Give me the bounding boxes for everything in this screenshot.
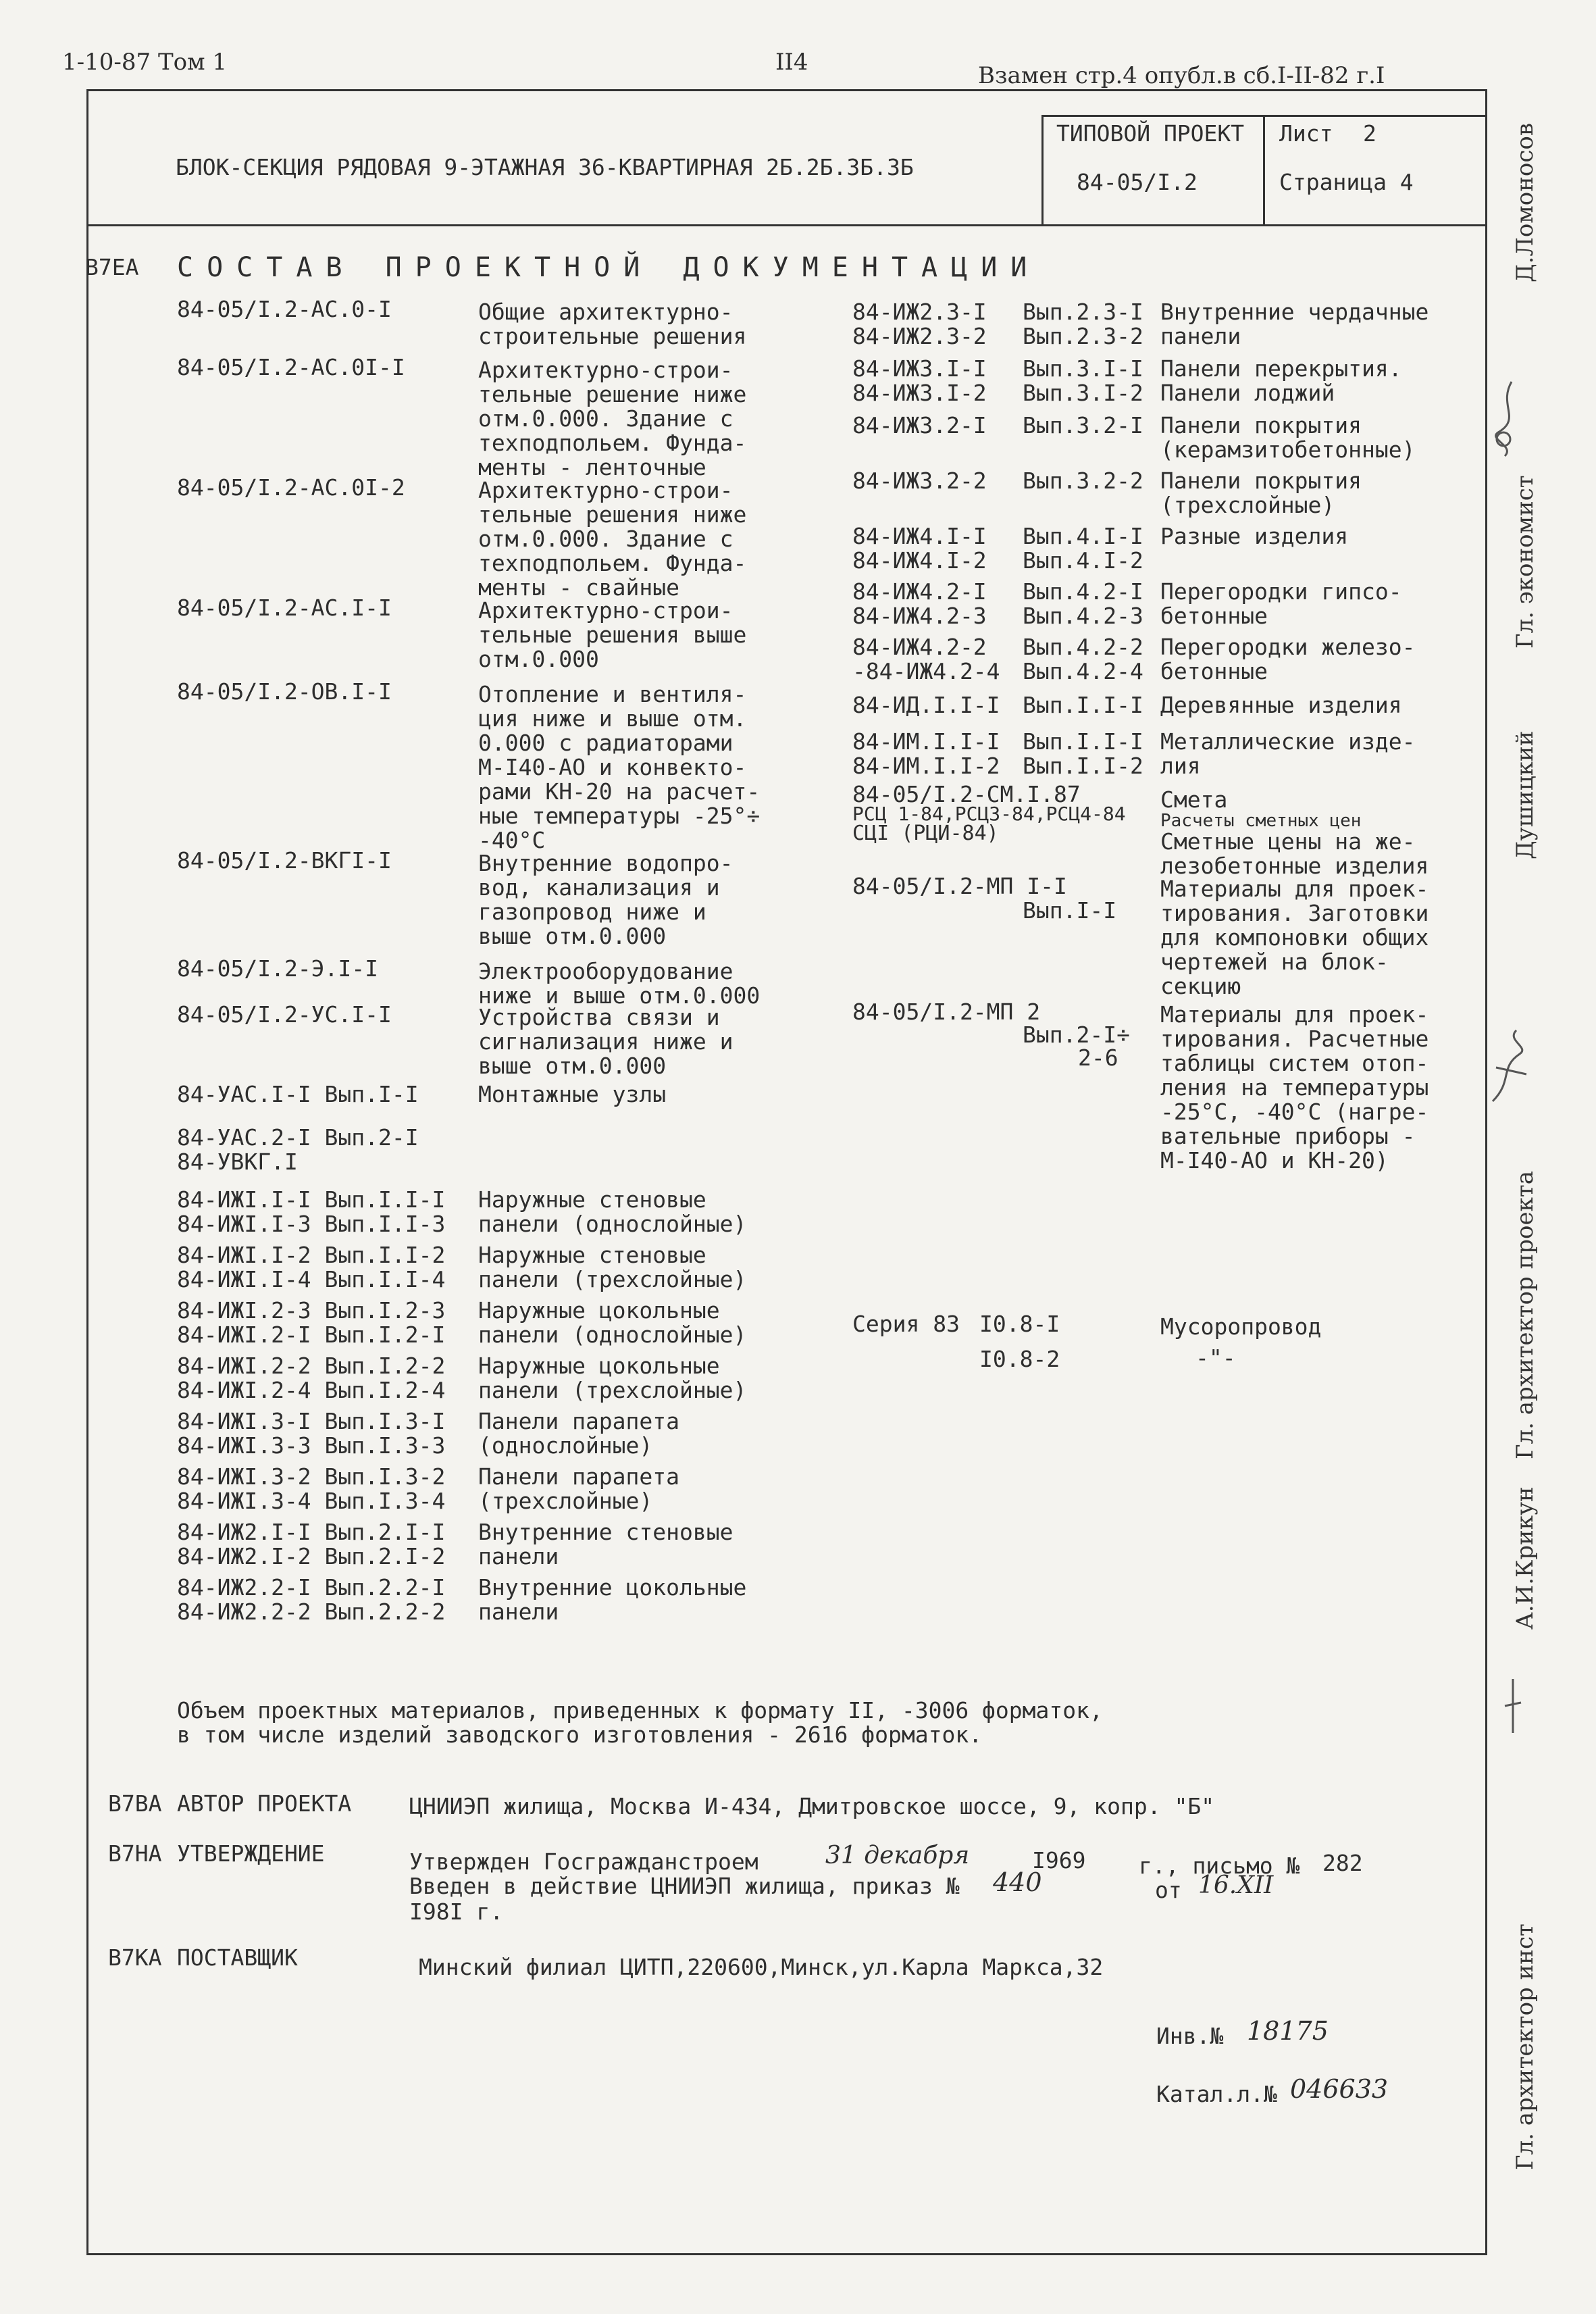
doc-description-line: техподпольем. Фунда- xyxy=(478,550,747,576)
issue-description-line: (однослойные) xyxy=(478,1432,653,1459)
product-description xyxy=(1160,580,1402,628)
doc-code: 84-05/I.2-Э.I-I xyxy=(177,955,379,982)
product-description-line: панели xyxy=(1160,323,1241,349)
issue-code-line: 84-УВКГ.I xyxy=(177,1149,298,1175)
doc-description-line: Архитектурно-строи- xyxy=(478,357,733,383)
mp2-desc xyxy=(1160,1003,1428,1173)
product-issue-line: Вып.3.2-I xyxy=(1023,412,1143,438)
doc-description-line: М-I40-АО и конвекто- xyxy=(478,754,747,780)
issue-description xyxy=(478,1465,679,1513)
product-description-line: бетонные xyxy=(1160,658,1268,684)
doc-description-line: менты - свайные xyxy=(478,574,680,601)
volume-note-1: Объем проектных материалов, приведенных к формату II, -3006 форматок, xyxy=(177,1697,1103,1724)
product-description xyxy=(1160,357,1402,405)
economist-signature xyxy=(1485,378,1525,459)
doc-description-line: тельные решение ниже xyxy=(478,381,747,407)
product-issues xyxy=(1023,300,1143,349)
product-code-line: 84-ИЖ3.I-I xyxy=(852,355,987,382)
approval-line-2b: от xyxy=(1155,1877,1182,1903)
product-code-line: -84-ИЖ4.2-4 xyxy=(852,658,1000,684)
doc-description-line: ниже и выше отм.0.000 xyxy=(478,982,761,1009)
doc-description xyxy=(478,358,746,480)
doc-code: 84-05/I.2-ВКГI-I xyxy=(177,847,392,874)
doc-description xyxy=(478,851,733,949)
issue-codes xyxy=(177,1520,445,1569)
smeta-ref-1: РСЦ 1-84,РСЦ3-84,РСЦ4-84 xyxy=(852,803,1126,825)
catalog-number: 046633 xyxy=(1290,2074,1389,2104)
issue-description-line: Внутренние стеновые xyxy=(478,1519,733,1545)
doc-code: 84-05/I.2-УС.I-I xyxy=(177,1001,392,1028)
header-divider-2 xyxy=(1263,115,1265,226)
approval-line-1b: г., письмо № xyxy=(1139,1853,1300,1879)
approval-code: В7НА xyxy=(108,1840,162,1867)
mp2-desc-4: ления на температуры xyxy=(1160,1074,1429,1101)
product-description-line: Металлические изде- xyxy=(1160,728,1416,755)
issue-code-line: 84-ИЖI.3-2 Вып.I.3-2 xyxy=(177,1463,446,1490)
smeta-desc-1: Смета xyxy=(1160,786,1228,813)
doc-description-line: Внутренние водопро- xyxy=(478,850,733,876)
replacement-note: Взамен стр.4 опубл.в сб.I-II-82 г.I xyxy=(978,62,1385,89)
issue-description-line: Панели парапета xyxy=(478,1463,680,1490)
doc-description xyxy=(478,1005,733,1078)
doc-description-line: выше отм.0.000 xyxy=(478,1053,667,1079)
architect-signature xyxy=(1486,1027,1533,1108)
issue-codes xyxy=(177,1299,445,1347)
product-issues xyxy=(1023,635,1143,684)
smeta-desc xyxy=(1160,788,1428,878)
product-description xyxy=(1160,469,1362,518)
issue-code-line: 84-ИЖI.2-3 Вып.I.2-3 xyxy=(177,1297,446,1324)
issue-description-line: панели (однослойные) xyxy=(478,1211,747,1237)
issue-description-line: панели (трехслойные) xyxy=(478,1377,747,1403)
header-divider-1 xyxy=(1041,115,1044,226)
issue-codes xyxy=(177,1126,419,1174)
volume-note xyxy=(177,1699,1103,1747)
catalog-label: Катал.л.№ xyxy=(1156,2081,1277,2107)
doc-description-line: Архитектурно-строи- xyxy=(478,477,733,503)
product-code-line: 84-ИЖ4.2-I xyxy=(852,578,987,605)
product-description-line: (керамзитобетонные) xyxy=(1160,436,1416,463)
product-issue-line: Вып.4.2-3 xyxy=(1023,603,1143,629)
mp2-desc-2: тирования. Расчетные xyxy=(1160,1026,1429,1052)
product-description-line: Перегородки железо- xyxy=(1160,634,1416,660)
issue-code-line: 84-ИЖI.I-4 Вып.I.I-4 xyxy=(177,1266,446,1292)
issue-code-line: 84-ИЖI.2-4 Вып.I.2-4 xyxy=(177,1377,446,1403)
doc-description-line: -40°С xyxy=(478,827,546,853)
issue-description-line: Наружные цокольные xyxy=(478,1297,720,1324)
issue-description-line: панели (трехслойные) xyxy=(478,1266,747,1292)
smeta-desc-3: Сметные цены на же- xyxy=(1160,828,1416,855)
doc-description-line: отм.0.000 xyxy=(478,646,599,672)
product-description-line: Панели перекрытия. xyxy=(1160,355,1402,382)
doc-description-line: Архитектурно-строи- xyxy=(478,597,733,624)
doc-description-line: Электрооборудование xyxy=(478,958,733,984)
product-codes xyxy=(852,635,1000,684)
issue-description-line: панели xyxy=(478,1543,559,1569)
product-codes xyxy=(852,469,987,493)
product-description-line: бетонные xyxy=(1160,603,1268,629)
doc-description-line: Устройства связи и xyxy=(478,1004,720,1030)
product-issue-line: Вып.4.2-4 xyxy=(1023,658,1143,684)
issue-description xyxy=(478,1520,733,1569)
issue-code-line: 84-ИЖI.I-2 Вып.I.I-2 xyxy=(177,1242,446,1268)
product-issues xyxy=(1023,524,1143,573)
issue-description-line: панели xyxy=(478,1599,559,1625)
approval-date: 31 декабря xyxy=(825,1842,970,1869)
mp2-code: 84-05/I.2-МП 2 xyxy=(852,999,1041,1025)
document-title: БЛОК-СЕКЦИЯ РЯДОВАЯ 9-ЭТАЖНАЯ 36-КВАРТИРНАЯ 2Б.2Б.3Б.3Б xyxy=(176,154,914,180)
product-codes xyxy=(852,357,987,405)
product-issue-line: Вып.4.2-2 xyxy=(1023,634,1143,660)
product-issue-line: Вып.4.I-I xyxy=(1023,523,1143,549)
mp2-issue-1: Вып.2-I÷ xyxy=(1023,1022,1130,1048)
issue-codes xyxy=(177,1576,445,1624)
doc-description-line: строительные решения xyxy=(478,323,747,349)
issue-code-line: 84-ИЖI.3-4 Вып.I.3-4 xyxy=(177,1488,446,1514)
product-description-line: Деревянные изделия xyxy=(1160,692,1402,718)
product-issues xyxy=(1023,730,1143,778)
approval-line-1a: Утвержден Госгражданстроем xyxy=(409,1848,758,1875)
doc-description xyxy=(478,478,746,600)
issue-code-line: 84-ИЖ2.2-2 Вып.2.2-2 xyxy=(177,1599,446,1625)
issue-code-line: 84-ИЖ2.2-I Вып.2.2-I xyxy=(177,1574,446,1601)
issue-code-line: 84-ИЖ2.I-2 Вып.2.I-2 xyxy=(177,1543,446,1569)
product-description-line: Внутренние чердачные xyxy=(1160,299,1429,325)
product-description xyxy=(1160,300,1428,349)
author-code: В7ВА xyxy=(108,1790,162,1817)
approval-order-date: 16.XII xyxy=(1198,1871,1274,1899)
product-codes xyxy=(852,524,987,573)
series-code-2: I0.8-2 xyxy=(979,1346,1060,1372)
issue-description-line: (трехслойные) xyxy=(478,1488,653,1514)
product-description-line: Перегородки гипсо- xyxy=(1160,578,1402,605)
mp1-desc-4: чертежей на блок- xyxy=(1160,949,1389,975)
product-issues xyxy=(1023,413,1143,438)
product-issue-line: Вып.3.I-I xyxy=(1023,355,1143,382)
issue-codes xyxy=(177,1354,445,1403)
product-issue-line: Вып.I.I-2 xyxy=(1023,753,1143,779)
doc-description-line: тельные решения выше xyxy=(478,622,747,648)
product-issue-line: Вып.2.3-2 xyxy=(1023,323,1143,349)
volume-ref: 1-10-87 Том 1 xyxy=(62,49,227,76)
page-label: Страница 4 xyxy=(1279,169,1414,195)
volume-note-2: в том числе изделий заводского изготовления - 2616 форматок. xyxy=(177,1721,983,1748)
approval-year: I969 xyxy=(1032,1847,1086,1873)
mp2-desc-7: М-I40-АО и КН-20) xyxy=(1160,1147,1389,1174)
product-description xyxy=(1160,693,1402,718)
issue-codes xyxy=(177,1188,445,1236)
mp2-desc-5: -25°С, -40°С (нагре- xyxy=(1160,1099,1429,1125)
project-number: 84-05/I.2 xyxy=(1077,169,1198,195)
doc-description xyxy=(478,959,760,1008)
product-issue-line: Вып.3.I-2 xyxy=(1023,380,1143,406)
product-code-line: 84-ИМ.I.I-2 xyxy=(852,753,1000,779)
product-description-line: лия xyxy=(1160,753,1201,779)
smeta-code: 84-05/I.2-СМ.I.87 xyxy=(852,781,1081,807)
product-codes xyxy=(852,730,1000,778)
product-code-line: 84-ИМ.I.I-I xyxy=(852,728,1000,755)
supplier-text: Минский филиал ЦИТП,220600,Минск,ул.Карла Маркса,32 xyxy=(419,1954,1104,1980)
product-description-line: Панели лоджий xyxy=(1160,380,1335,406)
issue-code-line: 84-ИЖI.I-I Вып.I.I-I xyxy=(177,1186,446,1213)
margin-krikun: А.И.Крикун xyxy=(1512,1486,1539,1630)
product-issues xyxy=(1023,580,1143,628)
mp1-issue: Вып.I-I xyxy=(1023,897,1117,924)
series-desc-2: -"- xyxy=(1195,1344,1236,1371)
krikun-signature xyxy=(1499,1676,1526,1736)
sheet-number: 2 xyxy=(1363,120,1376,147)
header-bottom-rule xyxy=(86,224,1485,226)
issue-description-line: Наружные стеновые xyxy=(478,1186,706,1213)
margin-architect-inst: Гл. архитектор инст xyxy=(1512,1923,1539,2170)
product-description xyxy=(1160,730,1416,778)
product-issue-line: Вып.I.I-I xyxy=(1023,728,1143,755)
author-text: ЦНИИЭП жилища, Москва И-434, Дмитровское шоссе, 9, копр. "Б" xyxy=(409,1793,1215,1819)
issue-codes xyxy=(177,1082,419,1107)
product-issues xyxy=(1023,469,1143,493)
mp1-desc-2: тирования. Заготовки xyxy=(1160,900,1429,926)
issue-description xyxy=(478,1243,746,1292)
mp1-desc-3: для компоновки общих xyxy=(1160,924,1429,951)
issue-code-line: 84-ИЖI.I-3 Вып.I.I-3 xyxy=(177,1211,446,1237)
inventory-number: 18175 xyxy=(1247,2016,1329,2046)
issue-code-line: 84-УАС.2-I Вып.2-I xyxy=(177,1124,419,1151)
mp1-code: 84-05/I.2-МП I-I xyxy=(852,873,1067,899)
header-top-rule xyxy=(1041,115,1485,117)
smeta-ref-2: СЦI (РЦИ-84) xyxy=(852,822,999,845)
product-code-line: 84-ИЖ2.3-2 xyxy=(852,323,987,349)
issue-code-line: 84-УАС.I-I Вып.I-I xyxy=(177,1081,419,1107)
product-code-line: 84-ИЖ3.2-2 xyxy=(852,468,987,494)
product-issue-line: Вып.3.2-2 xyxy=(1023,468,1143,494)
issue-description-line: панели (однослойные) xyxy=(478,1322,747,1348)
issue-description xyxy=(478,1299,746,1347)
approval-line-2a: Введен в действие ЦНИИЭП жилища, приказ № xyxy=(409,1873,960,1899)
product-issues xyxy=(1023,693,1143,718)
product-codes xyxy=(852,693,1000,718)
doc-description-line: Общие архитектурно- xyxy=(478,299,733,325)
product-description-line: Панели покрытия xyxy=(1160,412,1362,438)
doc-description-line: сигнализация ниже и xyxy=(478,1028,733,1055)
margin-architect: Гл. архитектор проекта xyxy=(1512,1171,1539,1459)
section-title: СОСТАВ ПРОЕКТНОЙ ДОКУМЕНТАЦИИ xyxy=(177,252,1041,283)
product-code-line: 84-ИЖ4.2-2 xyxy=(852,634,987,660)
product-issue-line: Вып.4.2-I xyxy=(1023,578,1143,605)
doc-description xyxy=(478,682,760,853)
doc-description-line: отм.0.000. Здание с xyxy=(478,526,733,552)
doc-description-line: рами КН-20 на расчет- xyxy=(478,778,761,805)
product-issue-line: Вып.I.I-I xyxy=(1023,692,1143,718)
author-label: АВТОР ПРОЕКТА xyxy=(177,1790,352,1817)
doc-description-line: ные температуры -25°÷ xyxy=(478,803,761,829)
mp2-desc-6: вательные приборы - xyxy=(1160,1123,1416,1149)
product-description xyxy=(1160,524,1348,549)
mp1-desc-1: Материалы для проек- xyxy=(1160,876,1429,902)
margin-dushitsky: Душицкий xyxy=(1512,730,1539,859)
product-code-line: 84-ИЖ4.2-3 xyxy=(852,603,987,629)
mp2-desc-3: таблицы систем отоп- xyxy=(1160,1050,1429,1076)
doc-description-line: газопровод ниже и xyxy=(478,899,706,925)
product-code-line: 84-ИЖ4.I-2 xyxy=(852,547,987,574)
issue-description-line: Наружные цокольные xyxy=(478,1353,720,1379)
issue-code-line: 84-ИЖI.3-3 Вып.I.3-3 xyxy=(177,1432,446,1459)
issue-codes xyxy=(177,1409,445,1458)
doc-description-line: техподпольем. Фунда- xyxy=(478,430,747,456)
doc-description-line: ция ниже и выше отм. xyxy=(478,705,747,732)
product-codes xyxy=(852,580,987,628)
issue-description xyxy=(478,1354,746,1403)
issue-description xyxy=(478,1409,679,1458)
approval-line-3: I98I г. xyxy=(409,1898,504,1925)
doc-description-line: тельные решения ниже xyxy=(478,501,747,528)
mp2-issue-2: 2-6 xyxy=(1078,1045,1118,1071)
typical-project-label: ТИПОВОЙ ПРОЕКТ xyxy=(1056,120,1245,147)
product-description-line: (трехслойные) xyxy=(1160,492,1335,518)
supplier-code: В7КА xyxy=(108,1944,162,1971)
issue-codes xyxy=(177,1465,445,1513)
margin-lomonosov: Д.Ломоносов xyxy=(1512,123,1539,282)
product-code-line: 84-ИД.I.I-I xyxy=(852,692,1000,718)
product-description xyxy=(1160,635,1416,684)
approval-label: УТВЕРЖДЕНИЕ xyxy=(177,1840,325,1867)
issue-code-line: 84-ИЖ2.I-I Вып.2.I-I xyxy=(177,1519,446,1545)
issue-description-line: Наружные стеновые xyxy=(478,1242,706,1268)
doc-description-line: вод, канализация и xyxy=(478,874,720,901)
doc-description-line: отм.0.000. Здание с xyxy=(478,405,733,432)
smeta-desc-4: лезобетонные изделия xyxy=(1160,853,1429,879)
inventory-label: Инв.№ xyxy=(1156,2023,1224,2049)
mp2-desc-1: Материалы для проек- xyxy=(1160,1001,1429,1028)
doc-description-line: 0.000 с радиаторами xyxy=(478,730,733,756)
product-issue-line: Вып.2.3-I xyxy=(1023,299,1143,325)
issue-code-line: 84-ИЖI.2-I Вып.I.2-I xyxy=(177,1322,446,1348)
issue-codes xyxy=(177,1243,445,1292)
product-code-line: 84-ИЖ2.3-I xyxy=(852,299,987,325)
issue-description xyxy=(478,1188,746,1236)
product-code-line: 84-ИЖ3.I-2 xyxy=(852,380,987,406)
product-codes xyxy=(852,300,987,349)
sheet-label: Лист xyxy=(1279,120,1333,147)
product-issue-line: Вып.4.I-2 xyxy=(1023,547,1143,574)
mp1-desc xyxy=(1160,877,1428,999)
product-description-line: Разные изделия xyxy=(1160,523,1349,549)
issue-description-line: Панели парапета xyxy=(478,1408,680,1434)
product-code-line: 84-ИЖ4.I-I xyxy=(852,523,987,549)
smeta-desc-2: Расчеты сметных цен xyxy=(1160,811,1362,831)
issue-description-line: Монтажные узлы xyxy=(478,1081,667,1107)
issue-description xyxy=(478,1082,666,1107)
doc-code: 84-05/I.2-АС.0I-I xyxy=(177,354,405,380)
doc-description xyxy=(478,599,746,672)
doc-description xyxy=(478,300,746,349)
doc-description-line: Отопление и вентиля- xyxy=(478,681,747,707)
supplier-label: ПОСТАВЩИК xyxy=(177,1944,298,1971)
product-issues xyxy=(1023,357,1143,405)
product-code-line: 84-ИЖ3.2-I xyxy=(852,412,987,438)
doc-code: 84-05/I.2-АС.0I-2 xyxy=(177,474,405,501)
issue-code-line: 84-ИЖI.2-2 Вып.I.2-2 xyxy=(177,1353,446,1379)
product-description xyxy=(1160,413,1416,462)
doc-description-line: выше отм.0.000 xyxy=(478,923,667,949)
issue-code-line: 84-ИЖI.3-I Вып.I.3-I xyxy=(177,1408,446,1434)
series-desc-1: Мусоропровод xyxy=(1160,1313,1322,1340)
approval-letter-no: 282 xyxy=(1322,1850,1363,1876)
page-number: II4 xyxy=(775,49,808,76)
issue-description xyxy=(478,1576,746,1624)
doc-code: 84-05/I.2-АС.I-I xyxy=(177,595,392,621)
mp1-desc-5: секцию xyxy=(1160,973,1241,999)
product-codes xyxy=(852,413,987,438)
product-description-line: Панели покрытия xyxy=(1160,468,1362,494)
series-code-1: I0.8-I xyxy=(979,1311,1060,1337)
approval-order-no: 440 xyxy=(993,1867,1042,1897)
doc-code: 84-05/I.2-АС.0-I xyxy=(177,296,392,322)
section-code: В7ЕА xyxy=(85,254,139,280)
issue-description-line: Внутренние цокольные xyxy=(478,1574,747,1601)
doc-description-line: менты - ленточные xyxy=(478,454,706,480)
doc-code: 84-05/I.2-ОВ.I-I xyxy=(177,678,392,705)
series-label: Серия 83 xyxy=(852,1311,960,1337)
margin-economist: Гл. экономист xyxy=(1512,475,1539,649)
